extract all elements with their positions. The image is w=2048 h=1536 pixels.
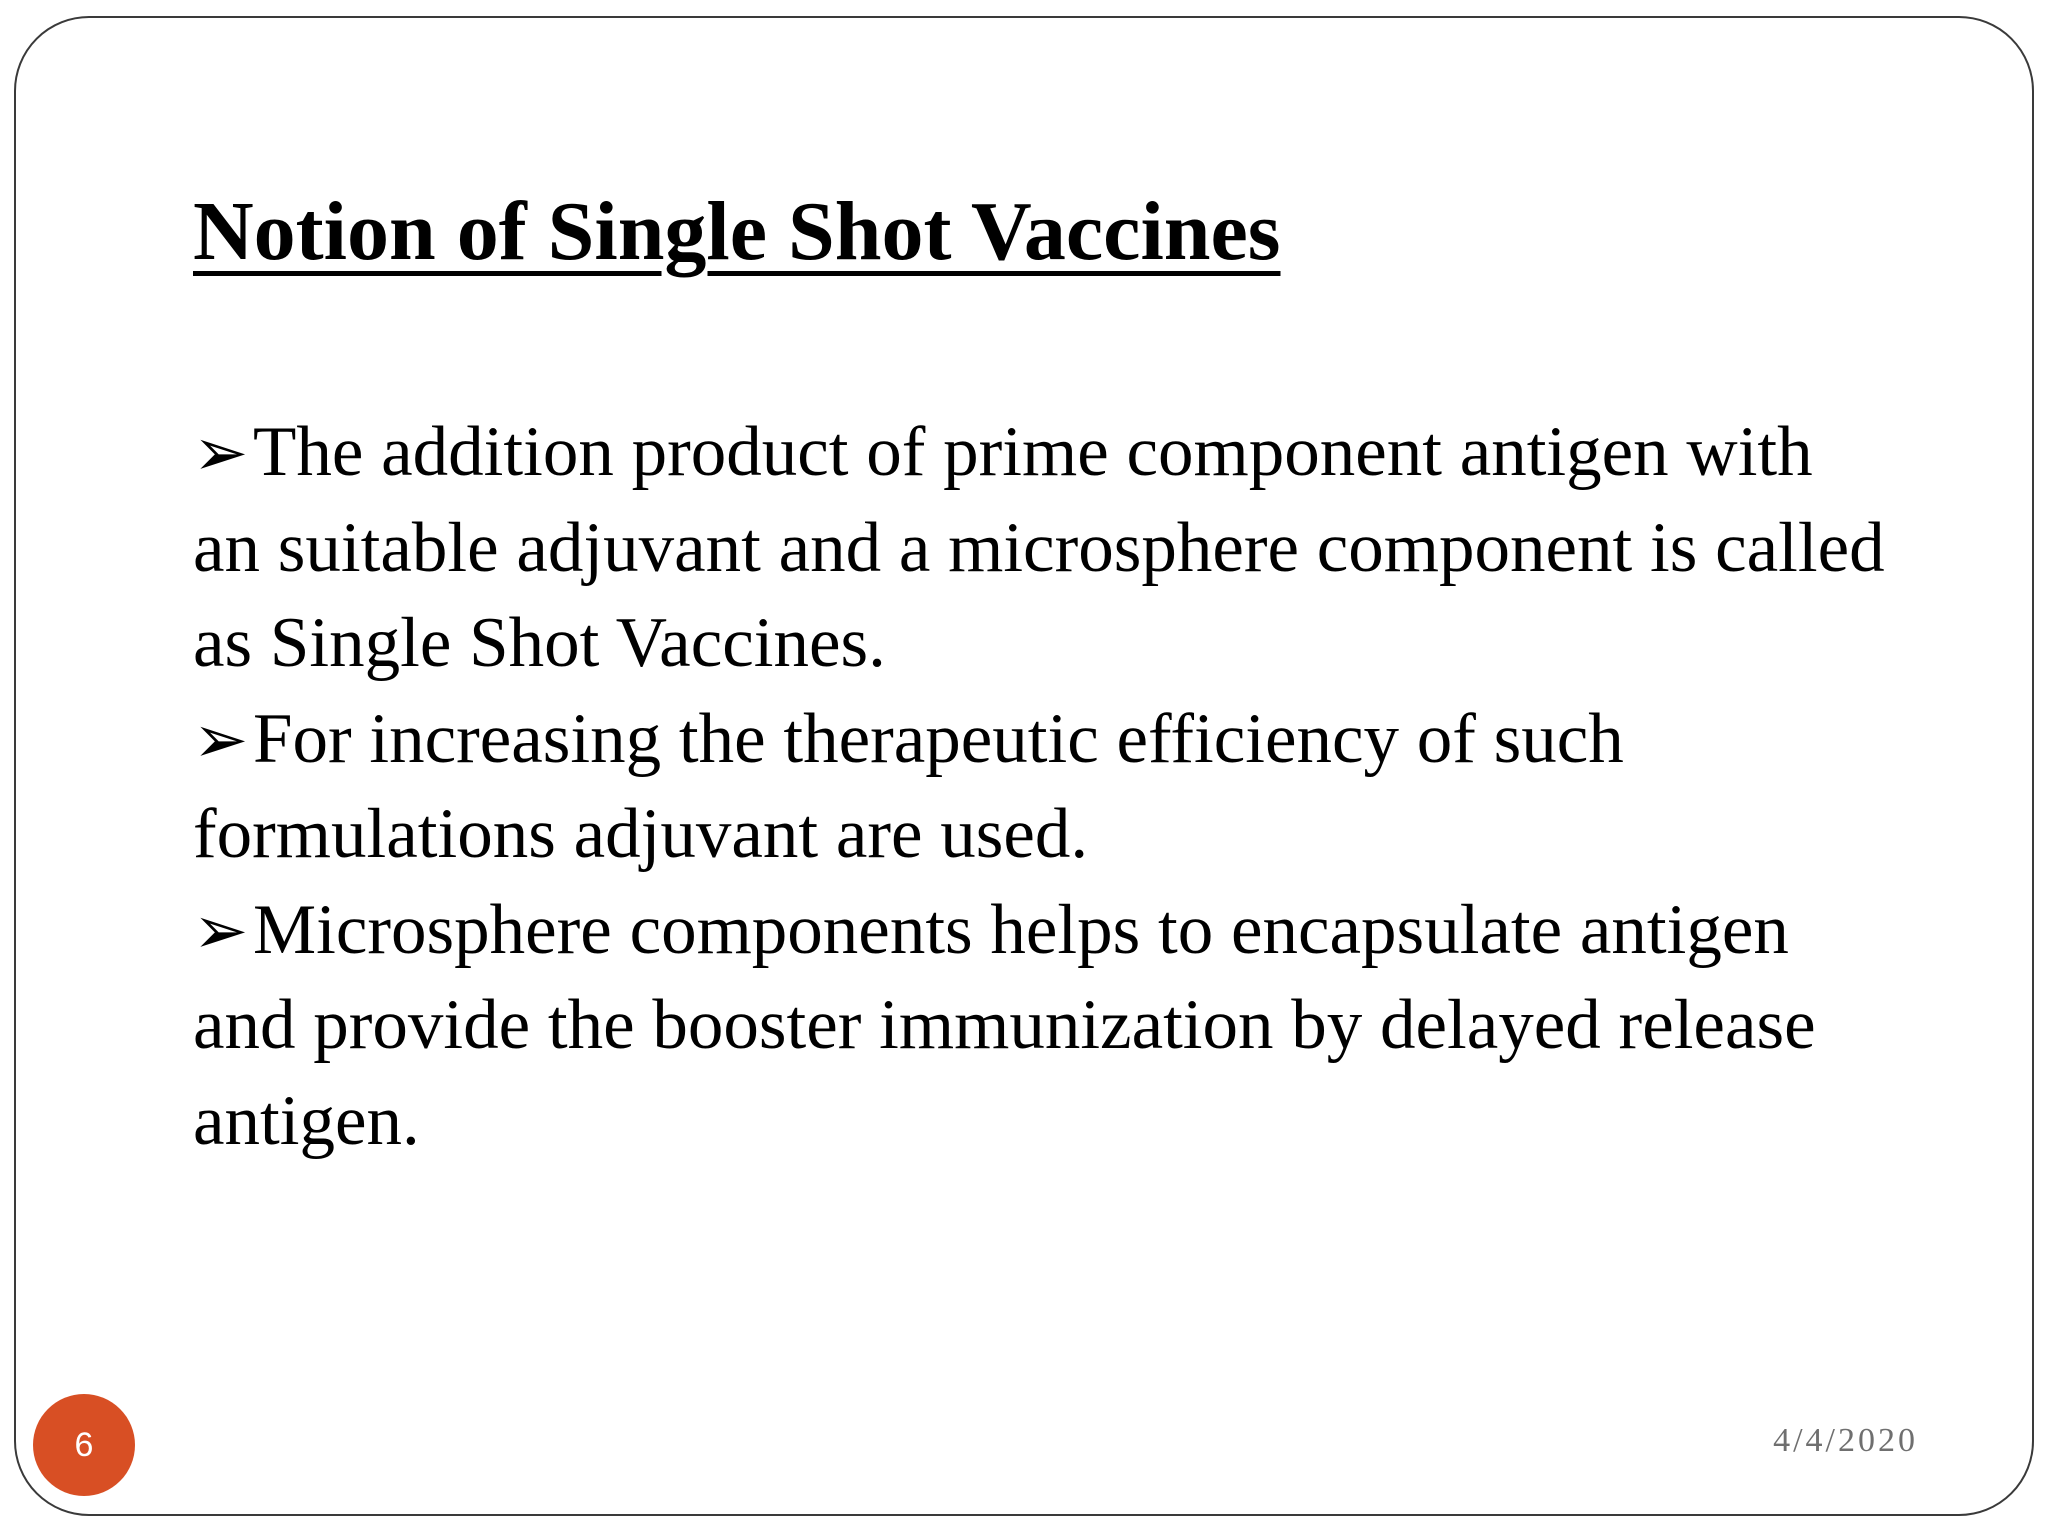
- bullet-text: For increasing the therapeutic efficiency of such formulations adjuvant are used.: [193, 699, 1624, 873]
- arrow-bullet-icon: ➢: [193, 891, 249, 969]
- bullet-item: [193, 883, 1893, 1170]
- bullet-item: [193, 692, 1893, 883]
- slide-title: Notion of Single Shot Vaccines: [193, 185, 1281, 278]
- page-number-badge: 6: [33, 1394, 135, 1496]
- bullet-text: The addition product of prime component antigen with an suitable adjuvant and a microsphere component is called as Single Shot Vaccines.: [193, 413, 1885, 682]
- arrow-bullet-icon: ➢: [193, 700, 249, 778]
- slide-date: 4/4/2020: [1773, 1422, 1918, 1459]
- bullet-item: [193, 405, 1893, 692]
- bullet-list: [193, 405, 1893, 1169]
- arrow-bullet-icon: ➢: [193, 414, 249, 491]
- bullet-text: Microsphere components helps to encapsulate antigen and provide the booster immunization by delayed release antigen.: [193, 890, 1816, 1160]
